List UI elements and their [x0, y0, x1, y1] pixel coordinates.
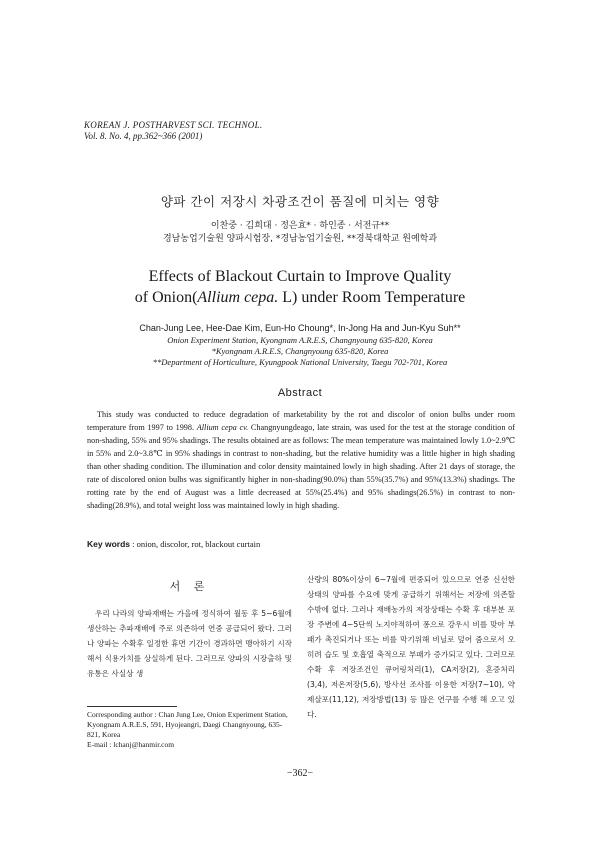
english-title-pre: of Onion(: [134, 289, 198, 306]
abstract-heading: Abstract: [277, 387, 323, 399]
page-number: −362−: [286, 768, 314, 779]
english-title-line1: Effects of Blackout Curtain to Improve Quality: [148, 268, 452, 285]
keywords-list: : onion, discolor, rot, blackout curtain: [130, 539, 261, 549]
english-affiliations: [0, 335, 600, 368]
korean-authors: 이찬중 · 김희대 · 정은효* · 하인종 · 서전규**: [210, 221, 390, 231]
korean-author-block: [0, 220, 600, 246]
affiliation-3: **Department of Horticulture, Kyungpook National University, Taegu 702-701, Korea: [152, 357, 448, 367]
korean-title: 양파 간이 저장시 차광조건이 품질에 미치는 영향: [160, 194, 440, 209]
abstract-species: Allium cepa cv.: [196, 423, 249, 432]
abstract-part2: Changnyungdeago, late strain, was used for the test at the storage condition of non-shading, 55% and 95% shadings. The results obtained are as follows: The mean temperature was maintained lowly 1.0~2.9℃ in 55% and 2.0~3.8℃ in 95% shadings in contrast to non-shading, but the relative humidity was a little higher in high shading than other shading condition. The illumination and color density maintained lowly in high shading. After 21 days of storage, the rate of discolored onion bulbs was significantly higher in non-shading(90.0%) than 55%(35.7%) and 95%(13.3%) shadings. The rotting rate by the end of August was a little decreased at 55%(25.4%) and 95% shadings(26.5%) in contrast to non-shading(28.9%), and total weight loss was maintained lowly in high shading.: [87, 423, 515, 510]
introduction-heading: 서 론: [169, 580, 210, 593]
journal-header: [84, 120, 262, 142]
english-authors: Chan-Jung Lee, Hee-Dae Kim, Eun-Ho Choung*, In-Jong Ha and Jun-Kyu Suh**: [139, 323, 461, 333]
english-title: [0, 266, 600, 308]
journal-name: KOREAN J. POSTHARVEST SCI. TECHNOL.: [84, 120, 263, 130]
english-title-post: L) under Room Temperature: [278, 289, 466, 306]
footnote-rule: [87, 706, 177, 707]
introduction-left-column: 우리 나라의 양파재배는 가을에 정식하여 월동 후 5~6월에 생산하는 추파재배에 주로 의존하여 연중 공급되어 왔다. 그러나 양파는 수확후 일정한 휴면 기간이 경과하면 맹아하기 시작해서 식용가치를 상실하게 된다. 그러므로 양파의 시장출하 및 유통은 사실상 생: [87, 609, 292, 678]
korean-affiliation: 경남농업기술원 양파시험장, *경남농업기술원, **경북대학교 원예학과: [162, 234, 438, 244]
abstract-part1: This study was conducted to reduce degradation of marketability by the rot and discolor of onion bulbs under room temperature from 1997 to 1998.: [87, 410, 515, 432]
english-title-line2: [0, 287, 600, 308]
author-email: E-mail : lchanj@hanmir.com: [87, 740, 175, 749]
footnote: [87, 710, 292, 750]
introduction-right-column: 산량의 80%이상이 6~7월에 편중되어 있으므로 연중 신선한 상태의 양파를 수요에 맞게 공급하기 위해서는 저장에 의존할 수밖에 없다. 그러나 재배농가의 저장상태는 수확 후 대부분 포장 주변에 4~5단씩 노지야적하여 퐁으로 강우시 비를 맞아 부패가 촉진되거나 또는 비를 막기위해 비닐로 덮어 줌으로서 오히려 습도 및 호흡열 축적으로 부패가 증가되고 있다. 그러므로 수확 후 저장조건인 큐어링처리(1), CA저장(2), 혼증처리(3,4), 저온저장(5,6), 방사선 조사를 이용한 저장(7~10), 약제살포(11,12), 저장방법(13) 등 많은 연구를 수행 해 오고 있다.: [307, 575, 515, 719]
affiliation-1: Onion Experiment Station, Kyongnam A.R.E.S, Changnyoung 635-820, Korea: [167, 335, 433, 345]
corresponding-author: Corresponding author : Chan Jung Lee, Onion Experiment Station, Kyongnam A.R.E.S, 591, Hyojeangri, Daegi Changnyoung, 635-821, Korea: [87, 710, 288, 739]
journal-volume: Vol. 8. No. 4, pp.362~366 (2001): [84, 131, 203, 141]
keywords: [87, 539, 260, 549]
affiliation-2: *Kyongnam A.R.E.S, Changnyoung 635-820, Korea: [211, 346, 389, 356]
keywords-label: Key words: [87, 539, 130, 549]
abstract-body: [87, 408, 515, 512]
english-title-species: Allium cepa.: [197, 289, 279, 306]
